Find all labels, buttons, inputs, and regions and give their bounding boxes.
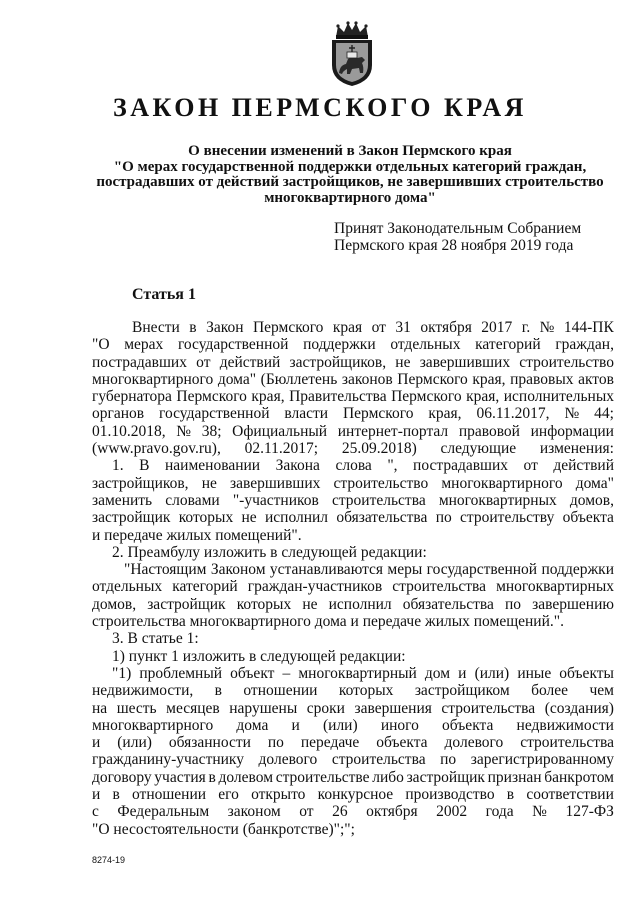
word: 2017 [481, 319, 513, 336]
word: в [208, 768, 216, 786]
word: государственной [159, 405, 270, 423]
word: дома" [217, 370, 257, 388]
word: законом [227, 803, 281, 821]
word: наименовании [165, 457, 261, 475]
word: исполнил [328, 595, 392, 613]
text-line: "О несостоятельности (банкротстве)";"; [92, 820, 355, 838]
word: законов [341, 370, 393, 388]
word: многоквартирный [298, 664, 417, 682]
word: словами [165, 491, 220, 509]
word: не [302, 595, 318, 613]
word: Пермского [176, 388, 247, 406]
text-line: 3. В статье 1: [112, 630, 199, 648]
adoption-line: Принят Законодательным Собранием [334, 220, 582, 237]
word: 01.10.2018, [92, 422, 166, 440]
text-line [92, 475, 614, 492]
word: 1. [112, 457, 124, 475]
word: 44; [594, 405, 614, 423]
word: категорий [172, 578, 238, 596]
word: действий [219, 353, 281, 371]
word: Закон [206, 319, 244, 336]
word: губернатора [92, 388, 172, 406]
word: от [371, 319, 386, 336]
word: открыто [251, 786, 306, 804]
text-line [92, 492, 614, 509]
adoption-line: Пермского края 28 ноября 2019 года [334, 237, 574, 254]
word: края, [428, 405, 462, 423]
word: иного [380, 716, 419, 734]
text-line [92, 665, 614, 682]
word: устанавливаются [269, 561, 384, 579]
word: интернет-портал [337, 422, 449, 440]
word: г. [521, 319, 531, 336]
word: строительства [331, 751, 426, 769]
word: многоквартирных [496, 578, 614, 596]
word: с [92, 803, 99, 821]
word: поддержки [541, 561, 614, 579]
word: дома" [575, 474, 614, 492]
word: производство [405, 786, 495, 804]
word: (www.pravo.gov.ru), [92, 440, 221, 458]
law-title: ЗАКОН ПЕРМСКОГО КРАЯ [113, 93, 527, 122]
word: обязательства [336, 509, 428, 527]
word: строительству [460, 509, 555, 527]
word: Пермского [252, 319, 324, 336]
word: гражданину-участнику [92, 751, 244, 769]
text-line [92, 751, 614, 768]
word: завершивших [230, 474, 321, 492]
word: домов, [569, 491, 614, 509]
word: по [435, 509, 452, 527]
word: многоквартирного [92, 716, 214, 734]
word: исполнил [264, 509, 329, 527]
word: ", [387, 457, 398, 475]
word: мерах [124, 336, 164, 354]
word: объекта [376, 734, 428, 752]
word: застройщиков, [289, 353, 387, 371]
word: долевом [218, 768, 274, 786]
text-line: 2. Преамбулу изложить в следующей редакции: [112, 543, 427, 561]
word: месяцев [166, 699, 220, 717]
text-line: 1) пункт 1 изложить в следующей редакции: [112, 647, 406, 665]
word: проблемный [139, 664, 223, 682]
word: № [532, 803, 547, 821]
word: в [112, 786, 120, 804]
text-line [92, 682, 614, 699]
word: власти [284, 405, 329, 423]
word: передаче [300, 734, 360, 752]
word: чем [589, 682, 614, 700]
article-heading: Статья 1 [132, 286, 196, 303]
word: граждан, [555, 336, 614, 354]
word: пострадавших [92, 353, 187, 371]
word: и [458, 664, 467, 682]
adoption-note [334, 220, 581, 254]
word: 38; [201, 422, 222, 440]
word: Официальный [232, 422, 328, 440]
perm-krai-coat-of-arms-icon [326, 21, 378, 87]
word: либо [372, 768, 404, 786]
word: меры [387, 561, 423, 579]
word: объекта [442, 716, 494, 734]
word: государственной [177, 336, 289, 354]
word: 25.09.2018) [341, 440, 417, 458]
word: государственной [426, 561, 538, 579]
word: отношении [132, 786, 207, 804]
word: 02.11.2017; [244, 440, 319, 458]
word: застройщиков, [92, 474, 189, 492]
word: завершивших [419, 353, 511, 371]
word: его [218, 786, 239, 804]
word: пострадавших [413, 457, 509, 475]
word: договору [92, 768, 152, 786]
word: поддержки [303, 336, 376, 354]
word: категорий [475, 336, 541, 354]
word: правовых [510, 370, 574, 388]
word: более [531, 682, 569, 700]
word: которых [236, 595, 292, 613]
word: строительство [519, 353, 614, 371]
word: Пермского [391, 388, 462, 406]
word: "Настоящим [124, 561, 207, 579]
subtitle-line: О внесении изменений в Закон Пермского края [188, 143, 512, 159]
word: 2002 [436, 803, 468, 821]
word: октября [420, 319, 472, 336]
word: "О [92, 336, 110, 354]
word: объекты [559, 664, 614, 682]
word: отношении [243, 682, 318, 700]
word: недвижимости [516, 716, 614, 734]
word: и [92, 734, 101, 752]
word: дома [236, 716, 269, 734]
word: № [539, 319, 555, 336]
word: зарегистрированному [470, 751, 614, 769]
text-line: и передаче жилых помещений". [92, 526, 302, 544]
text-line [92, 700, 614, 717]
word: застройщиком [414, 682, 510, 700]
word: края, [472, 370, 506, 388]
word: "-участников [232, 491, 319, 509]
word: конкурсное [317, 786, 394, 804]
word: (Бюллетень [260, 370, 338, 388]
word: сроки [306, 699, 345, 717]
text-line [92, 769, 614, 786]
word: строительства [441, 699, 536, 717]
word: исполнительных [503, 388, 614, 406]
word: участия [154, 768, 206, 786]
word: заменить [92, 491, 153, 509]
word: недвижимости, [92, 682, 194, 700]
word: 26 [332, 803, 348, 821]
word: по [504, 595, 521, 613]
subtitle-line: многоквартирного дома" [264, 189, 436, 206]
text-line [92, 457, 614, 474]
document-code: 8274-19 [92, 855, 126, 865]
text-line [92, 440, 614, 457]
word: в [506, 786, 515, 804]
text-line [92, 336, 614, 353]
word: граждан-участников [247, 578, 383, 596]
word: органов [92, 405, 145, 423]
word: которых [338, 682, 394, 700]
text-line [92, 596, 614, 613]
word: не [241, 509, 257, 527]
text-line [92, 319, 614, 336]
word: объекта [562, 509, 614, 527]
word: 144-ПК [563, 319, 614, 336]
word: В [139, 457, 150, 475]
word: многоквартирных [438, 491, 557, 509]
word: Внести [132, 319, 180, 336]
text-line [92, 405, 614, 422]
word: не [201, 474, 217, 492]
word: которых [178, 509, 234, 527]
word: октября [366, 803, 418, 821]
word: Законом [210, 561, 266, 579]
text-line [92, 509, 614, 526]
word: от [523, 457, 538, 475]
word: информации [530, 422, 614, 440]
word: Пермского [397, 370, 468, 388]
word: края [332, 319, 363, 336]
text-line [92, 561, 614, 578]
word: долевого [258, 751, 318, 769]
text-line [92, 803, 614, 820]
word: иные [517, 664, 552, 682]
word: застройщик [92, 509, 171, 527]
word: 127-ФЗ [565, 803, 614, 821]
word: в [214, 682, 222, 700]
word: строительстве [275, 768, 370, 786]
word: и [291, 716, 300, 734]
word: отдельных [390, 336, 461, 354]
word: Пермского [342, 405, 414, 423]
word: застройщик [406, 768, 485, 786]
word: в [189, 319, 197, 336]
word: (создания) [544, 699, 614, 717]
word: Закона [275, 457, 320, 475]
word: строительства [392, 578, 486, 596]
word: № [176, 422, 192, 440]
word: на [92, 699, 108, 717]
word: обязанности [168, 734, 251, 752]
word: банкротом [544, 768, 614, 786]
subtitle-line: пострадавших от действий застройщиков, не завершивших строительство [96, 174, 604, 190]
word: строительства [520, 734, 614, 752]
text-line [92, 371, 614, 388]
word: не [395, 353, 411, 371]
word: от [299, 803, 314, 821]
text-line [92, 786, 614, 803]
word: завершения [354, 699, 432, 717]
word: дом [424, 664, 451, 682]
word: объект [230, 664, 275, 682]
word: – [282, 664, 291, 682]
word: актов [578, 370, 614, 388]
text-line [92, 734, 614, 751]
word: от [196, 353, 211, 371]
word: шесть [116, 699, 157, 717]
word: правовой [458, 422, 520, 440]
text-line [92, 354, 614, 371]
word: (или) [117, 734, 152, 752]
text-line [92, 423, 614, 440]
word: и [92, 786, 101, 804]
subtitle-line: "О мерах государственной поддержки отдельных категорий граждан, [113, 158, 587, 175]
word: следующие [440, 440, 517, 458]
word: Федеральным [117, 803, 210, 821]
word: 06.11.2017, [476, 405, 550, 423]
text-line [92, 578, 614, 595]
text-line: строительства многоквартирного дома и передаче жилых помещений.". [92, 613, 564, 631]
text-line [92, 717, 614, 734]
word: года [485, 803, 514, 821]
word: застройщик [147, 595, 226, 613]
word: 31 [395, 319, 411, 336]
word: действий [553, 457, 614, 475]
word: изменения: [539, 440, 614, 458]
word: "1) [112, 664, 132, 682]
law-subtitle [60, 144, 640, 206]
word: признан [487, 768, 542, 786]
word: строительства [331, 491, 426, 509]
word: нарушены [229, 699, 298, 717]
word: обязательства [402, 595, 494, 613]
word: долевого [444, 734, 504, 752]
word: края, [466, 388, 500, 406]
word: края, [251, 388, 285, 406]
word: по [440, 751, 457, 769]
word: (или) [322, 716, 358, 734]
word: № [564, 405, 580, 423]
word: строительство [333, 474, 429, 492]
word: домов, [92, 595, 137, 613]
word: отдельных [92, 578, 163, 596]
word: соответствии [526, 786, 614, 804]
article-body [92, 319, 614, 838]
word: по [267, 734, 284, 752]
word: слова [335, 457, 372, 475]
text-line [92, 388, 614, 405]
word: многоквартирного [92, 370, 214, 388]
word: Правительства [289, 388, 387, 406]
word: (или) [474, 664, 510, 682]
word: завершению [532, 595, 614, 613]
word: многоквартирного [441, 474, 563, 492]
